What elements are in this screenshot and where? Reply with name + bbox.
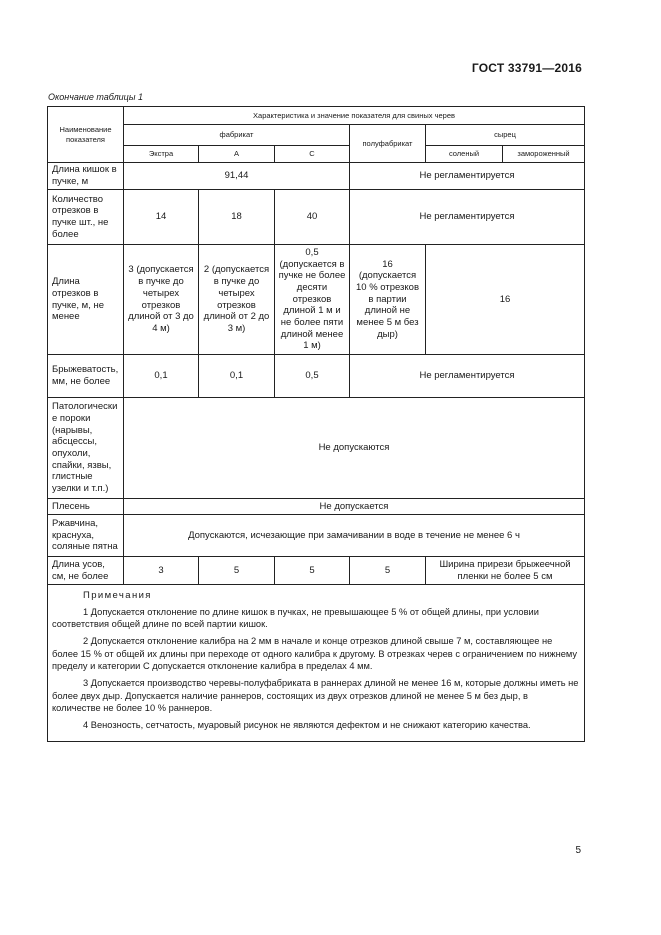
cell-value: 0,1	[124, 355, 199, 398]
cell-value: 3 (допускается в пучке до четырех отрезков длиной от 3 до 4 м)	[124, 245, 199, 355]
notes-block	[48, 585, 585, 742]
cell-value: 40	[275, 190, 350, 245]
table-row	[48, 190, 585, 245]
row-label: Длина отрезков в пучке, м, не менее	[48, 245, 124, 355]
cell-value: Не допускаются	[124, 398, 585, 499]
cell-value: 16	[426, 245, 585, 355]
cell-value: Ширина прирези брыжеечной пленки не более 5 см	[426, 557, 585, 585]
cell-value: 5	[199, 557, 275, 585]
header-grade-a: А	[199, 146, 275, 163]
quality-table	[47, 106, 585, 742]
table-row	[48, 557, 585, 585]
note-item: 3 Допускается производство черевы-полуфабриката в раннерах длиной не менее 16 м, которые должны иметь не более двух дыр. Допускается наличие раннеров, состоящих из двух отрезков длиной не менее 5 м без дыр, в количестве не более 10 % раннеров.	[52, 677, 579, 714]
cell-value: 14	[124, 190, 199, 245]
table-row	[48, 398, 585, 499]
notes-title: Примечания	[83, 590, 152, 601]
header-indicator-name: Наименование показателя	[48, 107, 124, 163]
note-item: 4 Венозность, сетчатость, муаровый рисунок не являются дефектом и не снижают категорию качества.	[83, 719, 531, 730]
header-zamorozhennyi: замороженный	[503, 146, 585, 163]
row-label: Количество отрезков в пучке шт., не более	[48, 190, 124, 245]
header-grade-c: С	[275, 146, 350, 163]
cell-value: 91,44	[124, 163, 350, 190]
note-item: 1 Допускается отклонение по длине кишок в пучках, не превышающее 5 % от общей длины, при условии соответствия общей длине по всей партии кишок.	[52, 606, 539, 630]
cell-value: 0,1	[199, 355, 275, 398]
cell-value: 0,5 (допускается в пучке не более десяти отрезков длиной 1 м и не более пяти длиной менее 1 м)	[275, 245, 350, 355]
table-row	[48, 163, 585, 190]
row-label: Ржавчина, краснуха, соляные пятна	[48, 515, 124, 557]
document-code: ГОСТ 33791—2016	[471, 61, 582, 75]
row-label: Длина усов, см, не более	[48, 557, 124, 585]
notes-row	[48, 585, 585, 742]
table-row	[48, 355, 585, 398]
cell-value: 5	[350, 557, 426, 585]
header-solenyi: соленый	[426, 146, 503, 163]
cell-value: 0,5	[275, 355, 350, 398]
header-ekstra: Экстра	[124, 146, 199, 163]
cell-value: 3	[124, 557, 199, 585]
table-row	[48, 515, 585, 557]
cell-value: Допускаются, исчезающие при замачивании в воде в течение не менее 6 ч	[124, 515, 585, 557]
note-item: 2 Допускается отклонение калибра на 2 мм в начале и конце отрезков длиной свыше 7 м, составляющее не более 15 % от общей их длины при переходе от одного калибра к другому. В отрезках черев с ограничением по нижнему пределу и категории С допускается отклонение калибра в пределах 4 мм.	[52, 635, 578, 672]
cell-value: Не регламентируется	[350, 163, 585, 190]
table-row	[48, 499, 585, 515]
header-syrets: сырец	[426, 125, 585, 146]
cell-value: 18	[199, 190, 275, 245]
page-number: 5	[575, 845, 581, 856]
cell-value: 16 (допускается 10 % отрезков в партии длиной не менее 5 м без дыр)	[350, 245, 426, 355]
header-characteristic: Характеристика и значение показателя для свиных черев	[124, 107, 585, 125]
row-label: Длина кишок в пучке, м	[48, 163, 124, 190]
cell-value: 2 (допускается в пучке до четырех отрезков длиной от 2 до 3 м)	[199, 245, 275, 355]
cell-value: Не допускается	[124, 499, 585, 515]
row-label: Плесень	[48, 499, 124, 515]
row-label: Брыжеватость, мм, не более	[48, 355, 124, 398]
header-fabrikat: фабрикат	[124, 125, 350, 146]
cell-value: 5	[275, 557, 350, 585]
cell-value: Не регламентируется	[350, 355, 585, 398]
row-label: Патологические пороки (нарывы, абсцессы, опухоли, спайки, язвы, глистные узелки и т.п.)	[48, 398, 124, 499]
table-row	[48, 245, 585, 355]
table-caption: Окончание таблицы 1	[48, 92, 143, 102]
header-polufabrikat: полуфабрикат	[350, 125, 426, 163]
cell-value: Не регламентируется	[350, 190, 585, 245]
